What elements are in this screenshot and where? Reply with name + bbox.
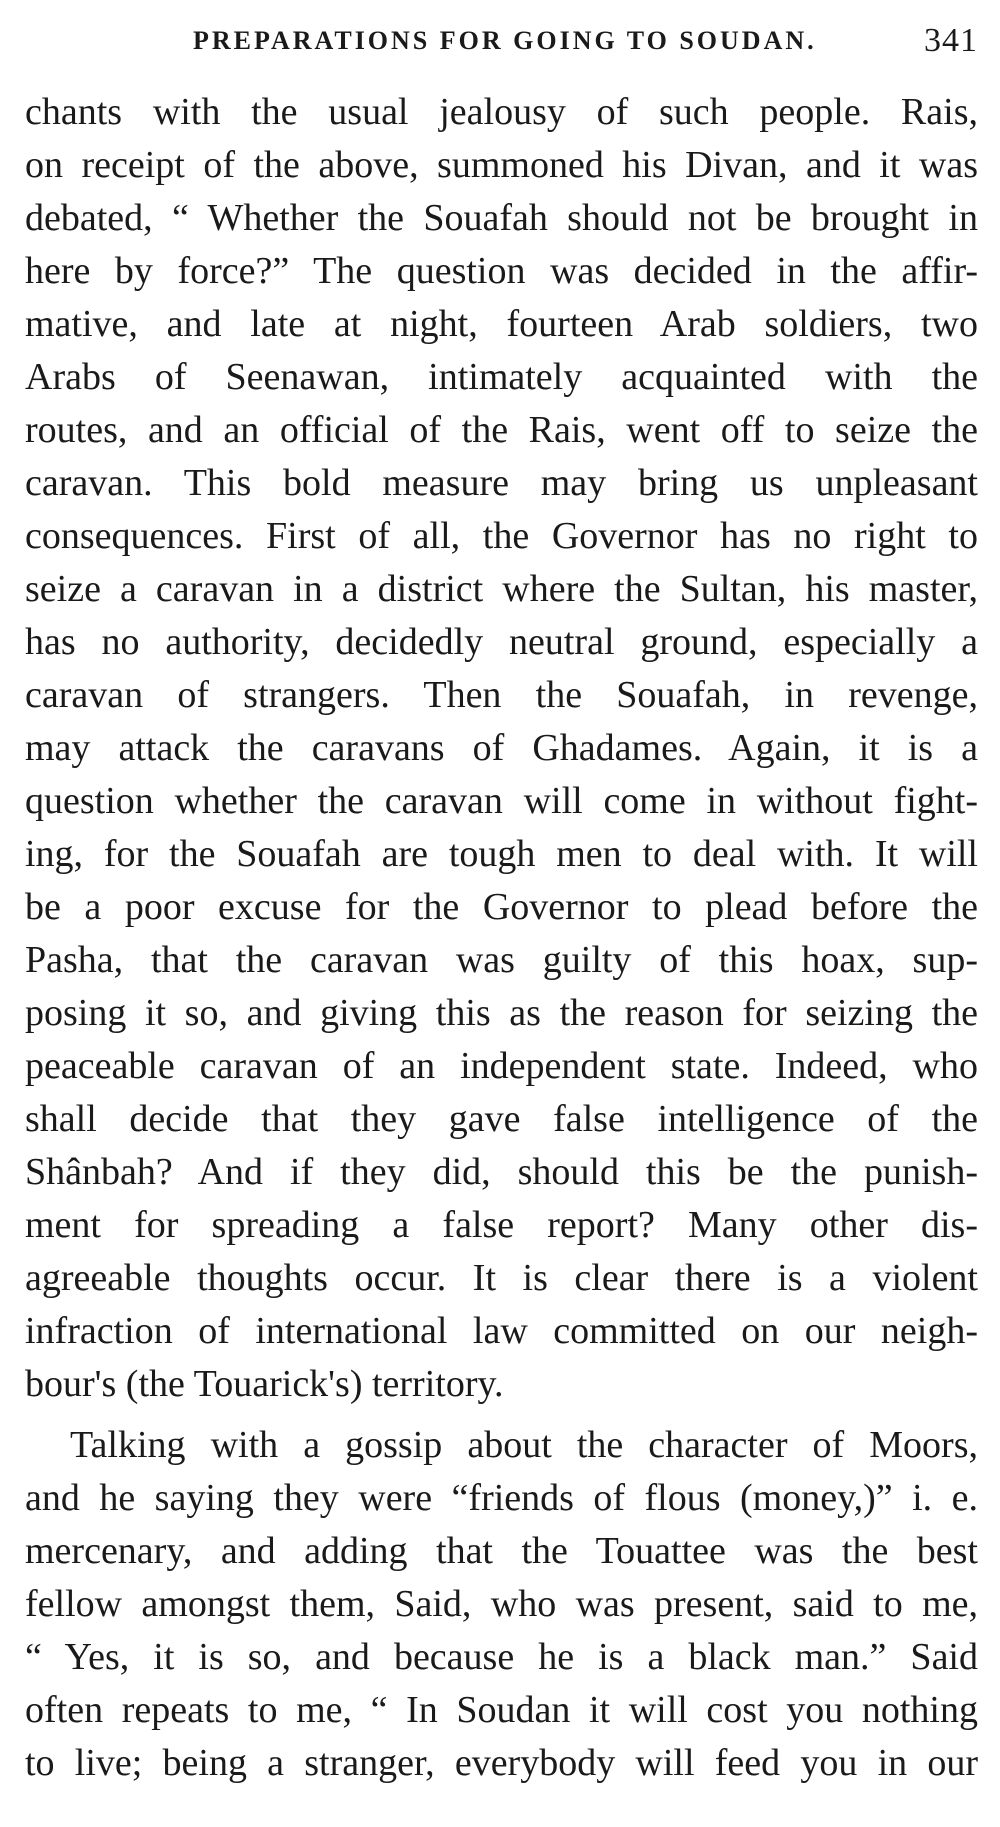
text-line: consequences. First of all, the Governor has no right to	[25, 515, 978, 557]
text-line: agreeable thoughts occur. It is clear there is a violent	[25, 1257, 978, 1299]
text-line: has no authority, decidedly neutral ground, especially a	[25, 621, 978, 663]
paragraph-1	[25, 86, 978, 1411]
text-line: routes, and an official of the Rais, went off to seize the	[25, 409, 978, 451]
page-number: 341	[924, 22, 978, 59]
text-line: infraction of international law committed on our neigh-	[25, 1310, 978, 1352]
running-head	[28, 22, 978, 72]
paragraph-gap	[25, 1411, 978, 1419]
text-line: Shânbah? And if they did, should this be the punish-	[25, 1151, 978, 1193]
text-line: here by force?” The question was decided in the affir-	[25, 250, 978, 292]
text-line: posing it so, and giving this as the reason for seizing the	[25, 992, 978, 1034]
text-line: Talking with a gossip about the character of Moors,	[70, 1424, 978, 1466]
text-line: “ Yes, it is so, and because he is a black man.” Said	[25, 1636, 978, 1678]
text-line: and he saying they were “friends of flous (money,)” i. e.	[25, 1477, 978, 1519]
text-line: Pasha, that the caravan was guilty of this hoax, sup-	[25, 939, 978, 981]
text-line: often repeats to me, “ In Soudan it will cost you nothing	[25, 1689, 978, 1731]
text-line: may attack the caravans of Ghadames. Again, it is a	[25, 727, 978, 769]
text-line: debated, “ Whether the Souafah should not be brought in	[25, 197, 978, 239]
text-line: caravan of strangers. Then the Souafah, in revenge,	[25, 674, 978, 716]
text-line: mative, and late at night, fourteen Arab soldiers, two	[25, 303, 978, 345]
text-line: chants with the usual jealousy of such people. Rais,	[25, 91, 978, 133]
body-text	[25, 86, 978, 1790]
text-line: mercenary, and adding that the Touattee was the best	[25, 1530, 978, 1572]
text-line: shall decide that they gave false intelligence of the	[25, 1098, 978, 1140]
text-line: seize a caravan in a district where the Sultan, his master,	[25, 568, 978, 610]
paragraph-2	[25, 1419, 978, 1790]
text-line: peaceable caravan of an independent state. Indeed, who	[25, 1045, 978, 1087]
text-line: question whether the caravan will come in without fight-	[25, 780, 978, 822]
text-line: Arabs of Seenawan, intimately acquainted with the	[25, 356, 978, 398]
text-line: fellow amongst them, Said, who was present, said to me,	[25, 1583, 978, 1625]
running-title: PREPARATIONS FOR GOING TO SOUDAN.	[193, 26, 817, 55]
text-line: bour's (the Touarick's) territory.	[25, 1363, 504, 1405]
text-line: on receipt of the above, summoned his Divan, and it was	[25, 144, 978, 186]
text-line: ing, for the Souafah are tough men to deal with. It will	[25, 833, 978, 875]
text-line: be a poor excuse for the Governor to plead before the	[25, 886, 978, 928]
text-line: ment for spreading a false report? Many other dis-	[25, 1204, 978, 1246]
text-line: to live; being a stranger, everybody will feed you in our	[25, 1742, 978, 1784]
text-line: caravan. This bold measure may bring us unpleasant	[25, 462, 978, 504]
